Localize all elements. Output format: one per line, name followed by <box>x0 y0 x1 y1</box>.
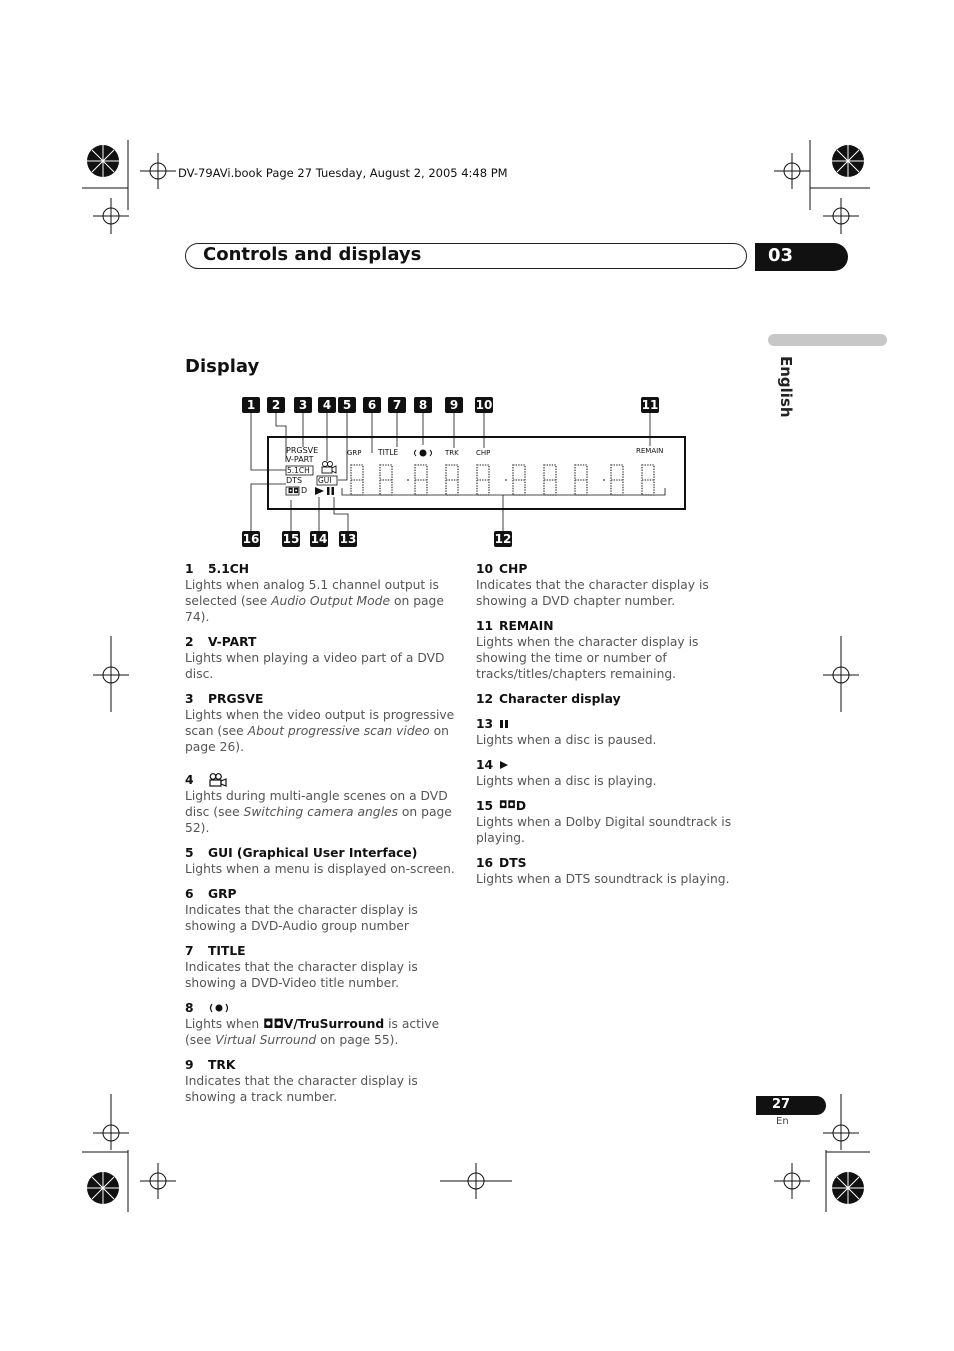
list-item: 6 GRP Indicates that the character display is showing a DVD-Audio group number <box>185 886 418 933</box>
label-remain: REMAIN <box>636 447 664 455</box>
display-diagram <box>230 390 700 555</box>
section-title: Display <box>185 356 260 377</box>
label-chp: CHP <box>476 449 491 457</box>
camera-icon <box>322 462 336 474</box>
print-info: DV-79AVi.book Page 27 Tuesday, August 2, 2005 4:48 PM <box>178 166 508 180</box>
play-icon <box>315 487 324 495</box>
language-bar <box>768 334 887 346</box>
play-icon <box>499 760 509 770</box>
pause-icon <box>499 719 509 729</box>
label-grp: GRP <box>347 449 362 457</box>
right-column <box>476 560 751 895</box>
callout-9: 9 <box>445 397 463 413</box>
callout-5: 5 <box>338 397 356 413</box>
callout-12: 12 <box>494 532 512 546</box>
callout-16: 16 <box>242 532 260 546</box>
label-dts: DTS <box>286 476 303 485</box>
camera-icon <box>208 773 228 787</box>
callout-2: 2 <box>267 397 285 413</box>
language-tab <box>775 356 799 446</box>
label-trk: TRK <box>445 449 459 457</box>
dolby-icon: ◘◘ <box>263 1017 284 1031</box>
callout-7: 7 <box>388 397 406 413</box>
label-dd: D <box>301 486 308 495</box>
list-item: 1 5.1CH Lights when analog 5.1 channel output is selected (see Audio Output Mode on page 74). <box>185 561 444 624</box>
chapter-number: 03 <box>768 245 794 266</box>
callout-14: 14 <box>310 532 328 546</box>
list-item: 13 Lights when a disc is paused. <box>476 716 657 747</box>
list-item: 14 Lights when a disc is playing. <box>476 757 657 788</box>
surround-icon <box>415 450 432 456</box>
label-gui: GUI <box>318 476 332 485</box>
callout-8: 8 <box>414 397 432 413</box>
callout-11: 11 <box>641 398 659 412</box>
list-item: 11 REMAIN Lights when the character display is showing the time or number of tracks/titles/chapters remaining. <box>476 618 699 681</box>
list-item: 5 GUI (Graphical User Interface) Lights when a menu is displayed on-screen. <box>185 845 455 876</box>
callout-1: 1 <box>242 397 260 413</box>
label-51ch: 5.1CH <box>287 466 310 475</box>
callout-6: 6 <box>363 397 381 413</box>
callout-3: 3 <box>294 397 312 413</box>
list-item: 16 DTS Lights when a DTS soundtrack is playing. <box>476 855 730 886</box>
list-item: 12 Character display <box>476 691 621 706</box>
left-column <box>185 560 460 1113</box>
dolby-icon: ◘◘ <box>288 487 300 495</box>
page-number: 27 <box>772 1097 791 1112</box>
list-item: 7 TITLE Indicates that the character display is showing a DVD-Video title number. <box>185 943 418 990</box>
pause-icon <box>327 487 330 495</box>
page-lang: En <box>776 1116 789 1127</box>
callout-13: 13 <box>339 532 357 546</box>
surround-icon <box>208 1002 230 1014</box>
list-item: 15 ◘◘ D Lights when a Dolby Digital soundtrack is playing. <box>476 798 732 845</box>
list-item: 4 Lights during multi-angle scenes on a DVD disc (see Switching camera angles on page 52). <box>185 772 452 835</box>
dolby-icon: ◘◘ <box>499 799 516 811</box>
page-title: Controls and displays <box>203 244 422 265</box>
list-item: 9 TRK Indicates that the character display is showing a track number. <box>185 1057 418 1104</box>
list-item: 3 PRGSVE Lights when the video output is progressive scan (see About progressive scan video on page 26). <box>185 691 455 754</box>
callout-4: 4 <box>318 397 336 413</box>
callout-15: 15 <box>282 532 300 546</box>
page-tab <box>756 1096 826 1115</box>
language-label: English <box>777 356 795 418</box>
label-prgsve: PRGSVE <box>286 446 319 455</box>
list-item: 2 V-PART Lights when playing a video part of a DVD disc. <box>185 634 445 681</box>
label-vpart: V-PART <box>286 455 314 464</box>
list-item: 10 CHP Indicates that the character display is showing a DVD chapter number. <box>476 561 709 608</box>
list-item: 8 Lights when ◘◘V/TruSurround is active (see Virtual Surround on page 55). <box>185 1000 440 1047</box>
label-title: TITLE <box>378 448 399 457</box>
callout-10: 10 <box>475 398 493 412</box>
